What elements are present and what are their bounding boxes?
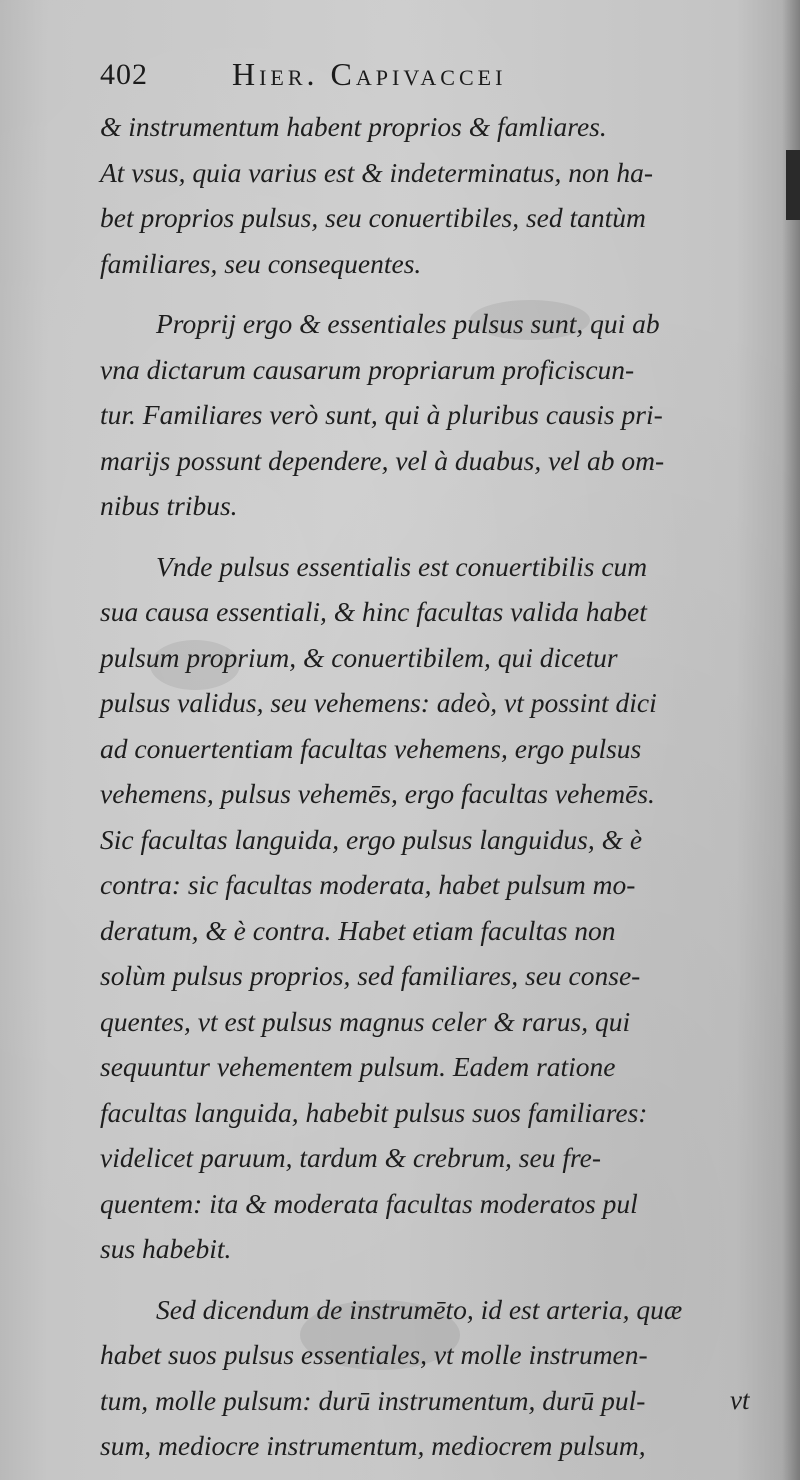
text-line: Sic facultas languida, ergo pulsus languidus, & è — [100, 823, 643, 855]
text-line: deratum, & è contra. Habet etiam facultas non — [100, 914, 616, 946]
text-line: contra: sic facultas moderata, habet pulsum mo- — [100, 869, 636, 900]
body-text — [100, 104, 760, 1469]
text-line: sua causa essentiali, & hinc facultas valida habet — [100, 596, 647, 627]
text-line: sus habebit. — [100, 1233, 232, 1264]
paragraph-gap — [100, 286, 760, 301]
text-line: quentes, vt est pulsus magnus celer & rarus, qui — [100, 1005, 631, 1037]
text-line: sum, mediocre instrumentum, mediocrem pulsum, — [100, 1430, 646, 1461]
text-line: vna dictarum causarum propriarum proficiscun- — [100, 353, 635, 385]
page-number: 402 — [100, 58, 148, 91]
text-line: & instrumentum habent proprios & famliares. — [100, 111, 607, 142]
text-line: vehemens, pulsus vehemēs, ergo facultas vehemēs. — [100, 778, 655, 809]
paragraph — [100, 1287, 760, 1469]
text-line: marijs possunt dependere, vel à duabus, vel ab om- — [100, 444, 665, 476]
paragraph — [100, 104, 760, 286]
text-line: pulsus validus, seu vehemens: adeò, vt possint dici — [100, 687, 657, 718]
text-line: Vnde pulsus essentialis est conuertibilis cum — [156, 550, 648, 582]
text-line: quentem: ita & moderata facultas moderatos pul — [100, 1187, 638, 1219]
text-line: familiares, seu consequentes. — [100, 247, 422, 279]
text-line: videlicet paruum, tardum & crebrum, seu fre- — [100, 1142, 602, 1173]
text-line: Sed dicendum de instrumēto, id est arteria, quæ — [156, 1293, 683, 1325]
text-line: solùm pulsus proprios, sed familiares, seu conse- — [100, 960, 641, 991]
text-line: sequuntur vehementem pulsum. Eadem ratione — [100, 1051, 616, 1082]
text-line: tur. Familiares verò sunt, qui à pluribus causis pri- — [100, 399, 663, 430]
text-line: habet suos pulsus essentiales, vt molle instrumen- — [100, 1339, 648, 1370]
paragraph — [100, 544, 760, 1272]
page-header — [100, 58, 780, 106]
page-edge-tab — [786, 150, 800, 220]
catchword: vt — [730, 1385, 750, 1415]
text-line: At vsus, quia varius est & indeterminatus, non ha- — [100, 156, 654, 188]
page-edge-shadow — [782, 0, 800, 1480]
paragraph-gap — [100, 529, 760, 544]
text-line: nibus tribus. — [100, 490, 238, 521]
text-line: ad conuertentiam facultas vehemens, ergo pulsus — [100, 732, 642, 764]
text-line: tum, molle pulsum: durū instrumentum, durū pul- — [100, 1384, 646, 1416]
paragraph — [100, 301, 760, 529]
running-head: Hier. Capivaccei — [232, 56, 507, 92]
text-line: facultas languida, habebit pulsus suos familiares: — [100, 1096, 648, 1128]
paragraph-gap — [100, 1272, 760, 1287]
text-line: Proprij ergo & essentiales pulsus sunt, qui ab — [156, 308, 660, 339]
text-line: bet proprios pulsus, seu conuertibiles, sed tantùm — [100, 202, 646, 233]
text-line: pulsum proprium, & conuertibilem, qui dicetur — [100, 641, 618, 673]
